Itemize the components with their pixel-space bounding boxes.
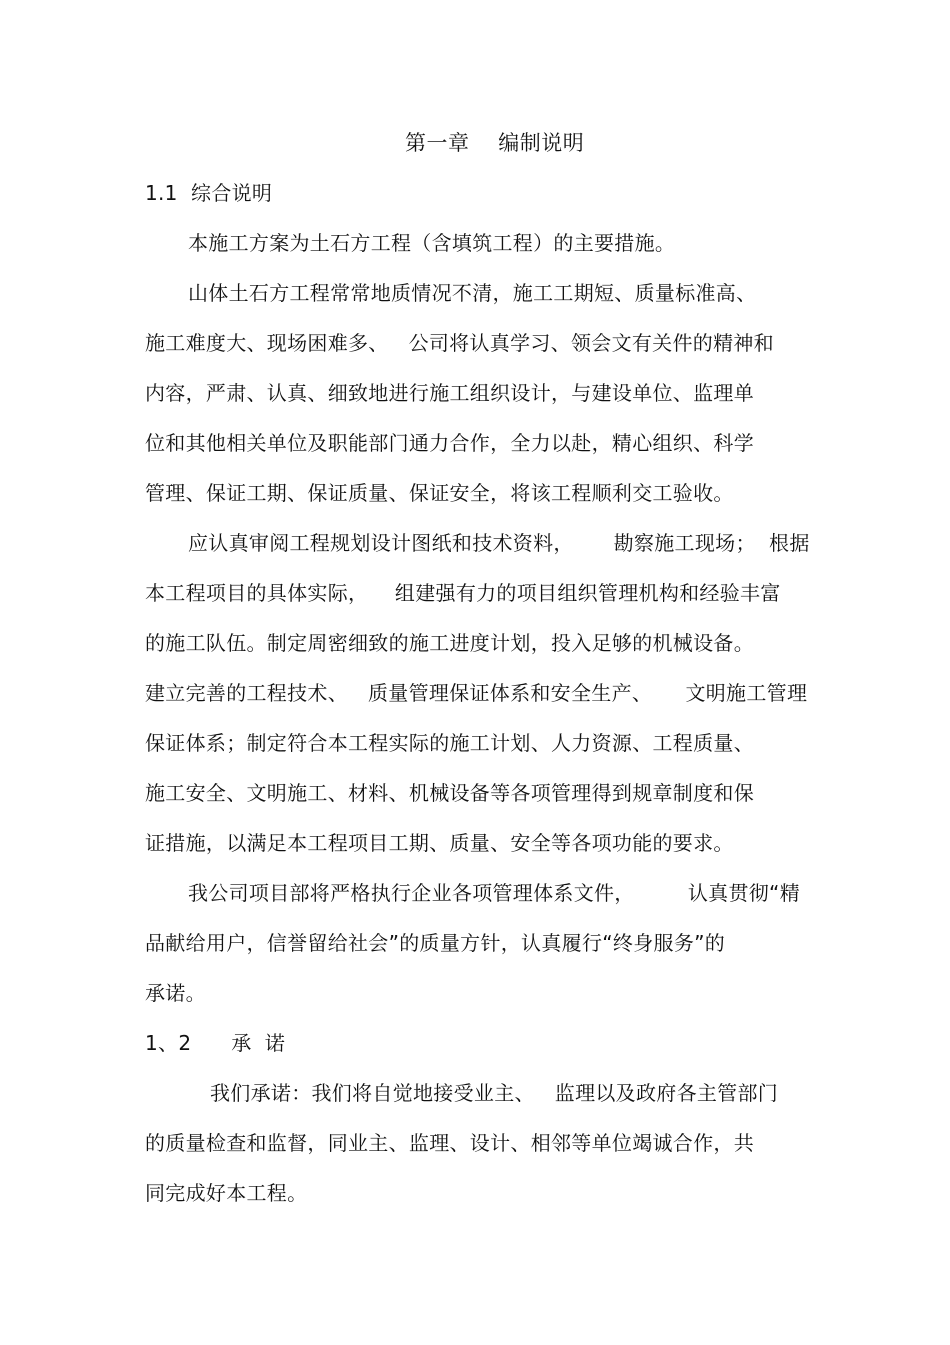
paragraph-line: 施工安全、文明施工、材料、机械设备等各项管理得到规章制度和保: [145, 781, 754, 805]
paragraph-line: 品献给用户，信誉留给社会”的质量方针，认真履行“终身服务”的: [145, 931, 726, 955]
paragraph-line: 的质量检查和监督，同业主、监理、设计、相邻等单位竭诚合作，共: [145, 1131, 754, 1155]
section-heading-1-2: 1、2 承 诺: [145, 1031, 286, 1055]
paragraph-line: 内容，严肃、认真、细致地进行施工组织设计，与建设单位、监理单: [145, 381, 754, 405]
paragraph-line: 我们承诺：我们将自觉地接受业主、 监理以及政府各主管部门: [210, 1081, 779, 1105]
paragraph-line: 承诺。: [145, 981, 206, 1005]
paragraph-line: 本工程项目的具体实际， 组建强有力的项目组织管理机构和经验丰富: [145, 581, 781, 605]
paragraph-line: 应认真审阅工程规划设计图纸和技术资料， 勘察施工现场； 根据: [188, 531, 810, 555]
paragraph-line: 我公司项目部将严格执行企业各项管理体系文件， 认真贯彻“精: [188, 881, 801, 905]
paragraph-line: 建立完善的工程技术、 质量管理保证体系和安全生产、 文明施工管理: [145, 681, 808, 705]
paragraph-line: 位和其他相关单位及职能部门通力合作，全力以赴，精心组织、科学: [145, 431, 754, 455]
paragraph-line: 山体土石方工程常常地质情况不清，施工工期短、质量标准高、: [188, 281, 757, 305]
chapter-title: 第一章 编制说明: [405, 131, 585, 155]
section-heading-1-1: 1.1 综合说明: [145, 181, 273, 205]
paragraph-line: 本施工方案为土石方工程（含填筑工程）的主要措施。: [188, 231, 676, 255]
paragraph-line: 管理、保证工期、保证质量、保证安全，将该工程顺利交工验收。: [145, 481, 734, 505]
paragraph-line: 证措施，以满足本工程项目工期、质量、安全等各项功能的要求。: [145, 831, 734, 855]
paragraph-line: 同完成好本工程。: [145, 1181, 308, 1205]
paragraph-line: 的施工队伍。制定周密细致的施工进度计划，投入足够的机械设备。: [145, 631, 754, 655]
paragraph-line: 施工难度大、现场困难多、 公司将认真学习、领会文有关件的精神和: [145, 331, 774, 355]
paragraph-line: 保证体系；制定符合本工程实际的施工计划、人力资源、工程质量、: [145, 731, 754, 755]
